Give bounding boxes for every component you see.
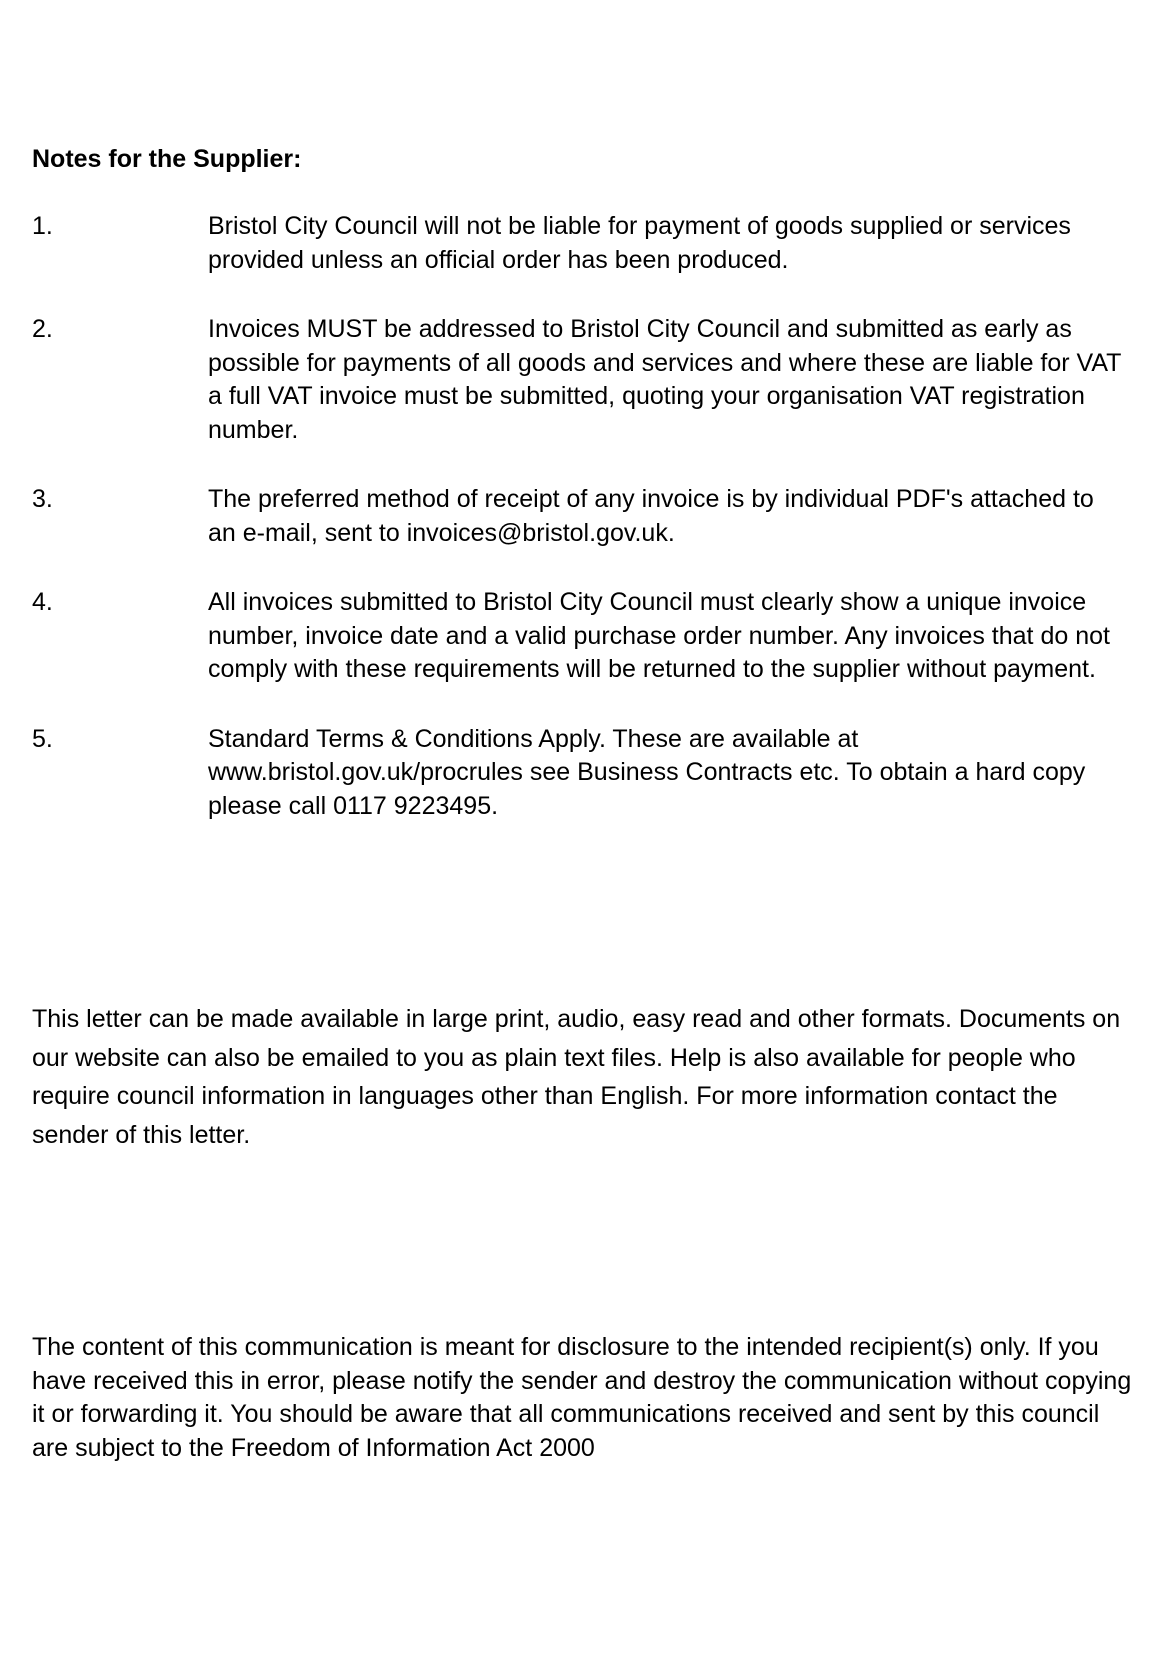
notes-list — [32, 210, 1132, 859]
note-item-1 — [32, 210, 1132, 277]
note-number: 5. — [32, 724, 53, 753]
note-text: The preferred method of receipt of any invoice is by individual PDF's attached to an e-mail, sent to invoices@bristol.gov.uk. — [208, 485, 1094, 547]
note-item-3 — [32, 483, 1132, 550]
accessibility-notice: This letter can be made available in large print, audio, easy read and other formats. Documents on our website can also be emailed to you as plain text files. Help is also available for people who require council information in languages other than English. For more information contact the sender of this letter. — [32, 1005, 1121, 1149]
note-item-5 — [32, 723, 1132, 824]
note-text: Standard Terms & Conditions Apply. These are available at www.bristol.gov.uk/procrules see Business Contracts etc. To obtain a hard copy please call 0117 9223495. — [208, 724, 1086, 820]
notes-heading: Notes for the Supplier: — [32, 145, 302, 173]
note-number: 3. — [32, 485, 53, 513]
note-text: All invoices submitted to Bristol City Council must clearly show a unique invoice number, invoice date and a valid purchase order number. Any invoices that do not comply with these requirements will be returned to the supplier without payment. — [208, 588, 1110, 683]
disclaimer-notice: The content of this communication is meant for disclosure to the intended recipient(s) only. If you have received this in error, please notify the sender and destroy the communication without copying it or forwarding it. You should be aware that all communications received and sent by this council are subject to the Freedom of Information Act 2000 — [32, 1333, 1132, 1462]
note-number: 2. — [32, 315, 53, 343]
note-item-2 — [32, 313, 1132, 447]
note-number: 4. — [32, 588, 53, 616]
note-item-4 — [32, 586, 1132, 687]
note-text: Bristol City Council will not be liable for payment of goods supplied or services provided unless an official order has been produced. — [208, 212, 1071, 274]
note-number: 1. — [32, 212, 53, 240]
note-text: Invoices MUST be addressed to Bristol City Council and submitted as early as possible for payments of all goods and services and where these are liable for VAT a full VAT invoice must be submitted, quoting your organisation VAT registration number. — [208, 315, 1122, 444]
